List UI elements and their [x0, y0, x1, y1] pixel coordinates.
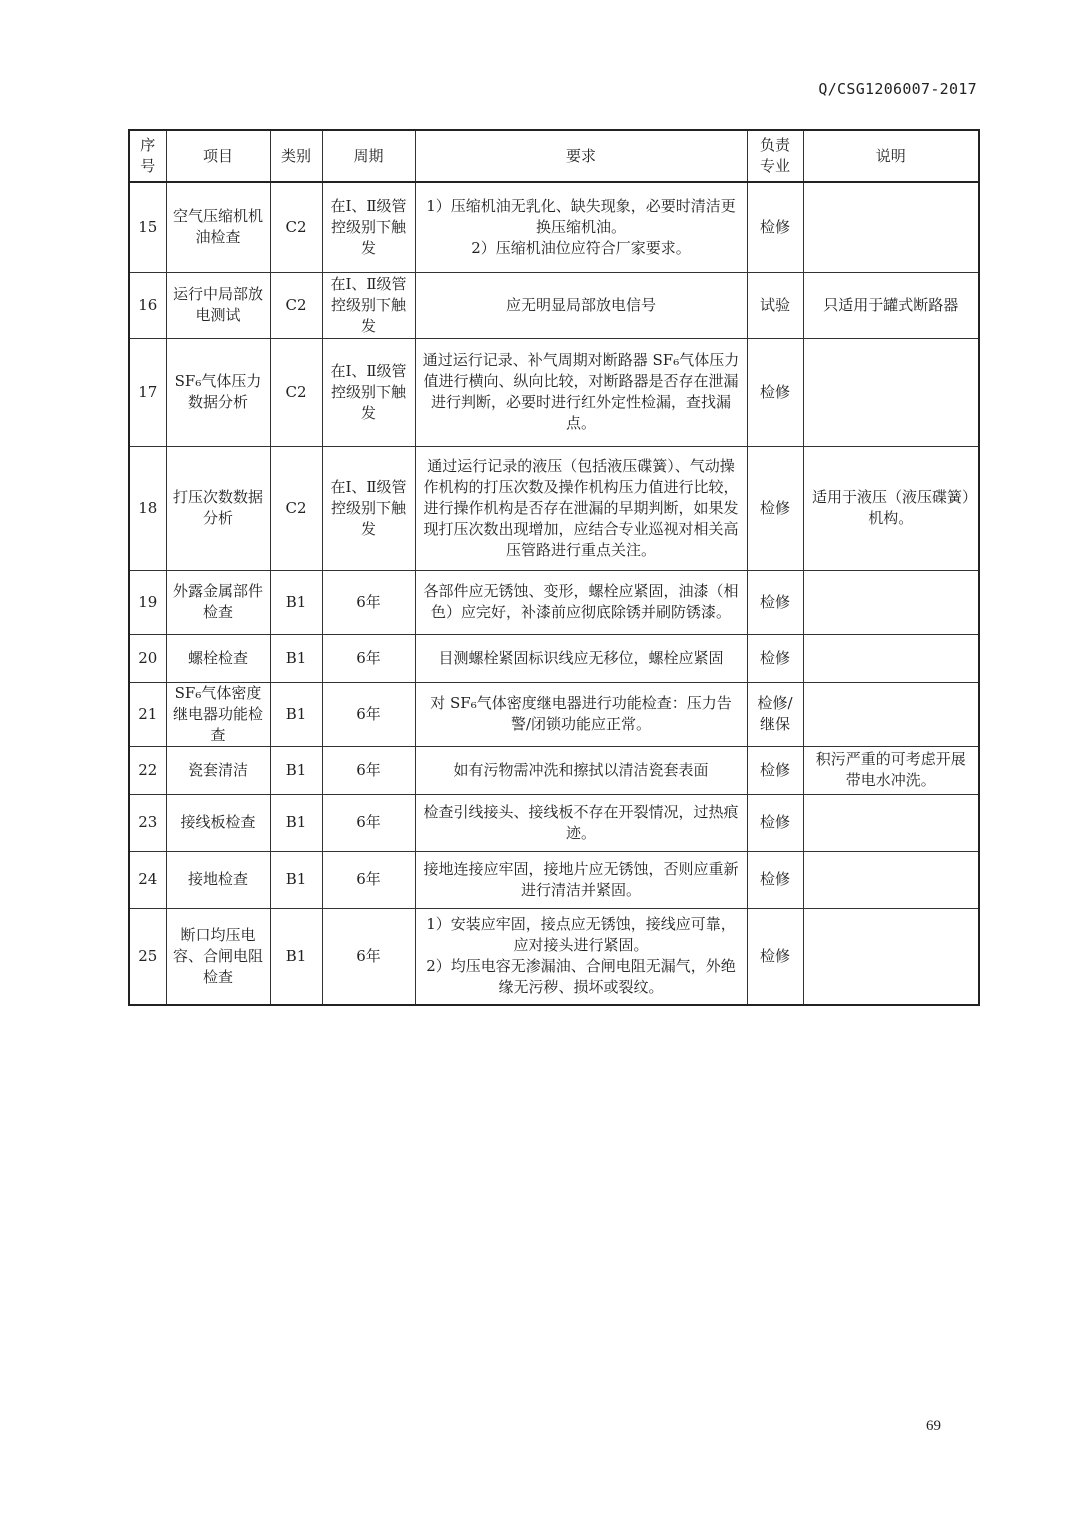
row-note [803, 634, 979, 682]
row-item: 运行中局部放电测试 [166, 272, 270, 338]
row-dept: 检修 [747, 634, 803, 682]
col-header-item: 项目 [166, 130, 270, 182]
row-category: B1 [270, 634, 322, 682]
row-category: C2 [270, 446, 322, 570]
row-number: 22 [129, 746, 166, 794]
row-number: 17 [129, 338, 166, 446]
table-row [129, 908, 979, 1005]
row-cycle: 6年 [322, 908, 415, 1005]
table-header-row [129, 130, 979, 182]
row-item: 螺栓检查 [166, 634, 270, 682]
row-requirement [415, 182, 747, 272]
row-dept: 检修 [747, 794, 803, 851]
requirement-line: 通过运行记录、补气周期对断路器 SF₆气体压力值进行横向、纵向比较，对断路器是否存在泄漏进行判断，必要时进行红外定性检漏，查找漏点。 [422, 351, 740, 432]
requirement-line: 1）安装应牢固，接点应无锈蚀，接线应可靠，应对接头进行紧固。 [426, 915, 736, 955]
requirement-line: 检查引线接头、接线板不存在开裂情况，过热痕迹。 [423, 802, 739, 842]
row-item: 接地检查 [166, 851, 270, 908]
row-requirement [415, 570, 747, 634]
row-cycle: 在Ⅰ、Ⅱ级管控级别下触发 [322, 338, 415, 446]
row-dept: 检修 [747, 570, 803, 634]
row-note [803, 851, 979, 908]
row-requirement [415, 272, 747, 338]
row-item: 空气压缩机机油检查 [166, 182, 270, 272]
col-header-category: 类别 [270, 130, 322, 182]
row-category: C2 [270, 272, 322, 338]
row-cycle: 6年 [322, 746, 415, 794]
table-row [129, 746, 979, 794]
table-body [129, 182, 979, 1005]
row-note: 积污严重的可考虑开展带电水冲洗。 [803, 746, 979, 794]
row-cycle: 在Ⅰ、Ⅱ级管控级别下触发 [322, 182, 415, 272]
requirement-line: 2）均压电容无渗漏油、合闸电阻无漏气，外绝缘无污秽、损坏或裂纹。 [426, 957, 736, 997]
col-header-cycle: 周期 [322, 130, 415, 182]
row-category: B1 [270, 908, 322, 1005]
row-number: 23 [129, 794, 166, 851]
row-category: B1 [270, 570, 322, 634]
requirement-line: 应无明显局部放电信号 [505, 295, 656, 314]
row-requirement [415, 338, 747, 446]
row-dept: 检修/继保 [747, 682, 803, 746]
row-dept: 检修 [747, 908, 803, 1005]
maintenance-table [128, 129, 980, 1006]
requirement-line: 1）压缩机油无乳化、缺失现象，必要时清洁更换压缩机油。 [426, 196, 736, 236]
requirement-line: 如有污物需冲洗和擦拭以清洁瓷套表面 [453, 760, 709, 779]
row-item: 接线板检查 [166, 794, 270, 851]
row-cycle: 6年 [322, 851, 415, 908]
row-cycle: 6年 [322, 794, 415, 851]
row-number: 24 [129, 851, 166, 908]
row-category: B1 [270, 746, 322, 794]
row-dept: 检修 [747, 182, 803, 272]
row-dept: 试验 [747, 272, 803, 338]
requirement-line: 目测螺栓紧固标识线应无移位，螺栓应紧固 [438, 648, 724, 667]
row-item: 瓷套清洁 [166, 746, 270, 794]
row-requirement [415, 746, 747, 794]
row-dept: 检修 [747, 446, 803, 570]
row-category: B1 [270, 794, 322, 851]
row-note [803, 908, 979, 1005]
row-number: 16 [129, 272, 166, 338]
row-number: 25 [129, 908, 166, 1005]
row-note [803, 570, 979, 634]
row-number: 21 [129, 682, 166, 746]
requirement-line: 对 SF₆气体密度继电器进行功能检查：压力告警/闭锁功能应正常。 [430, 694, 732, 733]
col-header-dept: 负责专业 [747, 130, 803, 182]
requirement-line: 通过运行记录的液压（包括液压碟簧）、气动操作机构的打压次数及操作机构压力值进行比较，进行操作机构是否存在泄漏的早期判断，如果发现打压次数出现增加，应结合专业巡视对相关高压管路进行重点关注。 [423, 456, 739, 559]
table-row [129, 570, 979, 634]
row-dept: 检修 [747, 338, 803, 446]
requirement-line: 接地连接应牢固，接地片应无锈蚀，否则应重新进行清洁并紧固。 [423, 859, 739, 899]
page-number: 69 [926, 1418, 941, 1434]
table-row [129, 851, 979, 908]
table-row [129, 446, 979, 570]
requirement-line: 2）压缩机油位应符合厂家要求。 [471, 238, 691, 257]
row-cycle: 在Ⅰ、Ⅱ级管控级别下触发 [322, 272, 415, 338]
row-category: C2 [270, 182, 322, 272]
row-number: 20 [129, 634, 166, 682]
row-note [803, 338, 979, 446]
table-row [129, 338, 979, 446]
col-header-note: 说明 [803, 130, 979, 182]
row-cycle: 6年 [322, 682, 415, 746]
table-row [129, 634, 979, 682]
row-category: B1 [270, 682, 322, 746]
row-dept: 检修 [747, 851, 803, 908]
row-dept: 检修 [747, 746, 803, 794]
requirement-line: 各部件应无锈蚀、变形，螺栓应紧固，油漆（相色）应完好，补漆前应彻底除锈并刷防锈漆。 [423, 582, 739, 621]
row-item: 断口均压电容、合闸电阻检查 [166, 908, 270, 1005]
document-code: Q/CSG1206007-2017 [818, 80, 977, 98]
row-note: 只适用于罐式断路器 [803, 272, 979, 338]
row-requirement [415, 446, 747, 570]
row-requirement [415, 682, 747, 746]
row-requirement [415, 634, 747, 682]
row-note [803, 182, 979, 272]
row-number: 19 [129, 570, 166, 634]
row-category: C2 [270, 338, 322, 446]
table-row [129, 182, 979, 272]
row-number: 15 [129, 182, 166, 272]
row-item: 打压次数数据分析 [166, 446, 270, 570]
row-item: SF₆气体压力数据分析 [166, 338, 270, 446]
row-category: B1 [270, 851, 322, 908]
row-note: 适用于液压（液压碟簧）机构。 [803, 446, 979, 570]
row-note [803, 794, 979, 851]
row-number: 18 [129, 446, 166, 570]
table-row [129, 682, 979, 746]
row-cycle: 在Ⅰ、Ⅱ级管控级别下触发 [322, 446, 415, 570]
row-note [803, 682, 979, 746]
row-requirement [415, 794, 747, 851]
row-item: 外露金属部件检查 [166, 570, 270, 634]
row-cycle: 6年 [322, 570, 415, 634]
row-requirement [415, 851, 747, 908]
col-header-no: 序号 [129, 130, 166, 182]
table-row [129, 794, 979, 851]
row-requirement [415, 908, 747, 1005]
row-item: SF₆气体密度继电器功能检查 [166, 682, 270, 746]
row-cycle: 6年 [322, 634, 415, 682]
table-row [129, 272, 979, 338]
col-header-requirement: 要求 [415, 130, 747, 182]
